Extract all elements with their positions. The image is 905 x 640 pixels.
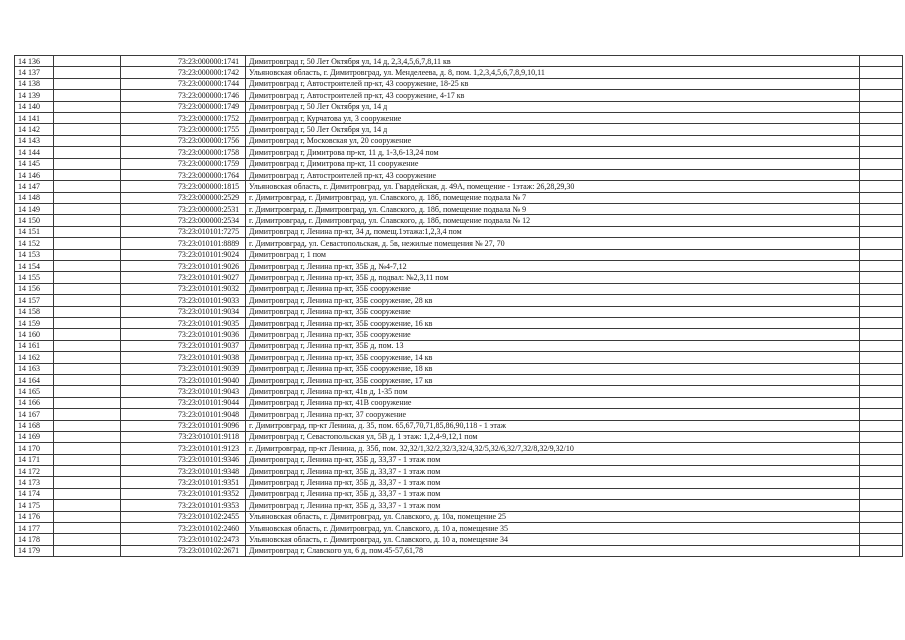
empty-cell xyxy=(54,135,121,146)
empty-cell xyxy=(860,158,903,169)
address-cell: Димитровград г, Ленина пр-кт, 35Б сооружение, 18 кв xyxy=(246,363,860,374)
address-cell: Ульяновская область, г. Димитровград, ул. Славского, д. 10 а, помещение 34 xyxy=(246,534,860,545)
cadastral-number-cell: 73:23:010102:2473 xyxy=(121,534,246,545)
cadastral-number-cell: 73:23:000000:1744 xyxy=(121,78,246,89)
row-number-cell: 14 145 xyxy=(15,158,54,169)
table-row xyxy=(15,306,903,317)
address-cell: Ульяновская область, г. Димитровград, ул. Славского, д. 10а, помещение 25 xyxy=(246,511,860,522)
address-cell: Димитровград г, Ленина пр-кт, 41в д, 1-35 пом xyxy=(246,386,860,397)
table-row xyxy=(15,409,903,420)
row-number-cell: 14 142 xyxy=(15,124,54,135)
row-number-cell: 14 173 xyxy=(15,477,54,488)
cadastral-number-cell: 73:23:010101:9353 xyxy=(121,500,246,511)
row-number-cell: 14 141 xyxy=(15,112,54,123)
empty-cell xyxy=(54,317,121,328)
table-row xyxy=(15,238,903,249)
empty-cell xyxy=(54,477,121,488)
empty-cell xyxy=(860,443,903,454)
empty-cell xyxy=(860,306,903,317)
table-row xyxy=(15,420,903,431)
empty-cell xyxy=(860,112,903,123)
address-cell: Димитровград г, Ленина пр-кт, 35Б д, 33,37 - 1 этаж пом xyxy=(246,466,860,477)
address-cell: г. Димитровград, г. Димитровград, ул. Славского, д. 18б, помещение подвала № 12 xyxy=(246,215,860,226)
row-number-cell: 14 150 xyxy=(15,215,54,226)
cadastral-number-cell: 73:23:010101:9035 xyxy=(121,317,246,328)
empty-cell xyxy=(54,192,121,203)
cadastral-number-cell: 73:23:010102:2460 xyxy=(121,523,246,534)
table-row xyxy=(15,169,903,180)
row-number-cell: 14 161 xyxy=(15,340,54,351)
row-number-cell: 14 160 xyxy=(15,329,54,340)
row-number-cell: 14 156 xyxy=(15,283,54,294)
empty-cell xyxy=(860,523,903,534)
table-row xyxy=(15,545,903,556)
empty-cell xyxy=(860,534,903,545)
cadastral-number-cell: 73:23:010101:9351 xyxy=(121,477,246,488)
table-row xyxy=(15,397,903,408)
table-row xyxy=(15,158,903,169)
table-row xyxy=(15,181,903,192)
table-row xyxy=(15,500,903,511)
empty-cell xyxy=(54,67,121,78)
empty-cell xyxy=(860,56,903,67)
cadastral-number-cell: 73:23:010101:9034 xyxy=(121,306,246,317)
address-cell: Димитровград г, Ленина пр-кт, 35Б д, №4-7,12 xyxy=(246,261,860,272)
table-row xyxy=(15,317,903,328)
table-row xyxy=(15,147,903,158)
address-cell: Ульяновская область, г. Димитровград, ул. Славского, д. 10 а, помещение 35 xyxy=(246,523,860,534)
registry-table xyxy=(14,55,903,557)
address-cell: Димитровград г, 1 пом xyxy=(246,249,860,260)
cadastral-number-cell: 73:23:010101:9123 xyxy=(121,443,246,454)
empty-cell xyxy=(54,295,121,306)
empty-cell xyxy=(860,283,903,294)
cadastral-number-cell: 73:23:010101:9352 xyxy=(121,488,246,499)
empty-cell xyxy=(54,363,121,374)
row-number-cell: 14 154 xyxy=(15,261,54,272)
empty-cell xyxy=(54,386,121,397)
cadastral-number-cell: 73:23:010101:9039 xyxy=(121,363,246,374)
empty-cell xyxy=(860,147,903,158)
empty-cell xyxy=(54,78,121,89)
empty-cell xyxy=(54,500,121,511)
table-row xyxy=(15,523,903,534)
row-number-cell: 14 172 xyxy=(15,466,54,477)
address-cell: Димитровград г, Димитрова пр-кт, 11 д, 1-3,6-13,24 пом xyxy=(246,147,860,158)
row-number-cell: 14 147 xyxy=(15,181,54,192)
cadastral-number-cell: 73:23:000000:1749 xyxy=(121,101,246,112)
empty-cell xyxy=(860,317,903,328)
empty-cell xyxy=(54,454,121,465)
row-number-cell: 14 165 xyxy=(15,386,54,397)
row-number-cell: 14 146 xyxy=(15,169,54,180)
address-cell: Димитровград г, Московская ул, 20 сооружение xyxy=(246,135,860,146)
empty-cell xyxy=(54,272,121,283)
empty-cell xyxy=(860,340,903,351)
cadastral-number-cell: 73:23:010101:8889 xyxy=(121,238,246,249)
empty-cell xyxy=(860,101,903,112)
row-number-cell: 14 149 xyxy=(15,204,54,215)
address-cell: Димитровград г, Ленина пр-кт, 41В сооружение xyxy=(246,397,860,408)
empty-cell xyxy=(860,124,903,135)
empty-cell xyxy=(860,272,903,283)
empty-cell xyxy=(860,181,903,192)
table-row xyxy=(15,261,903,272)
address-cell: Димитровград г, Ленина пр-кт, 35Б д, пом. 13 xyxy=(246,340,860,351)
table-row xyxy=(15,204,903,215)
empty-cell xyxy=(54,534,121,545)
row-number-cell: 14 171 xyxy=(15,454,54,465)
empty-cell xyxy=(54,545,121,556)
empty-cell xyxy=(860,192,903,203)
empty-cell xyxy=(54,238,121,249)
table-row xyxy=(15,295,903,306)
address-cell: г. Димитровград, ул. Севастопольская, д. 5в, нежилые помещения № 27, 70 xyxy=(246,238,860,249)
cadastral-number-cell: 73:23:000000:1741 xyxy=(121,56,246,67)
row-number-cell: 14 174 xyxy=(15,488,54,499)
empty-cell xyxy=(860,431,903,442)
empty-cell xyxy=(54,215,121,226)
table-row xyxy=(15,488,903,499)
table-row xyxy=(15,477,903,488)
table-row xyxy=(15,67,903,78)
row-number-cell: 14 139 xyxy=(15,90,54,101)
row-number-cell: 14 167 xyxy=(15,409,54,420)
empty-cell xyxy=(860,409,903,420)
empty-cell xyxy=(860,78,903,89)
address-cell: Димитровград г, Ленина пр-кт, 35Б д, подвал: №2,3,11 пом xyxy=(246,272,860,283)
address-cell: Димитровград г, Ленина пр-кт, 35Б д, 33,37 - 1 этаж пом xyxy=(246,454,860,465)
table-row xyxy=(15,363,903,374)
row-number-cell: 14 152 xyxy=(15,238,54,249)
address-cell: Димитровград г, Ленина пр-кт, 35Б сооружение xyxy=(246,283,860,294)
table-row xyxy=(15,466,903,477)
empty-cell xyxy=(860,249,903,260)
row-number-cell: 14 163 xyxy=(15,363,54,374)
cadastral-number-cell: 73:23:010102:2671 xyxy=(121,545,246,556)
empty-cell xyxy=(860,90,903,101)
table-row xyxy=(15,124,903,135)
row-number-cell: 14 176 xyxy=(15,511,54,522)
address-cell: Димитровград г, Севастопольская ул, 5В д, 1 этаж: 1,2,4-9,12,1 пом xyxy=(246,431,860,442)
table-row xyxy=(15,431,903,442)
cadastral-number-cell: 73:23:010101:9346 xyxy=(121,454,246,465)
cadastral-number-cell: 73:23:000000:2531 xyxy=(121,204,246,215)
row-number-cell: 14 155 xyxy=(15,272,54,283)
cadastral-number-cell: 73:23:000000:1815 xyxy=(121,181,246,192)
address-cell: Димитровград г, Автостроителей пр-кт, 43 сооружение, 4-17 кв xyxy=(246,90,860,101)
row-number-cell: 14 177 xyxy=(15,523,54,534)
row-number-cell: 14 144 xyxy=(15,147,54,158)
cadastral-number-cell: 73:23:000000:1764 xyxy=(121,169,246,180)
table-row xyxy=(15,112,903,123)
empty-cell xyxy=(860,169,903,180)
row-number-cell: 14 179 xyxy=(15,545,54,556)
empty-cell xyxy=(860,261,903,272)
table-row xyxy=(15,283,903,294)
row-number-cell: 14 158 xyxy=(15,306,54,317)
address-cell: г. Димитровград, г. Димитровград, ул. Славского, д. 18б, помещение подвала № 9 xyxy=(246,204,860,215)
empty-cell xyxy=(54,466,121,477)
empty-cell xyxy=(54,112,121,123)
row-number-cell: 14 153 xyxy=(15,249,54,260)
address-cell: г. Димитровград, пр-кт Ленина, д. 35, пом. 65,67,70,71,85,86,90,118 - 1 этаж xyxy=(246,420,860,431)
row-number-cell: 14 143 xyxy=(15,135,54,146)
cadastral-number-cell: 73:23:010102:2455 xyxy=(121,511,246,522)
address-cell: Димитровград г, Ленина пр-кт, 35Б сооружение, 16 кв xyxy=(246,317,860,328)
cadastral-number-cell: 73:23:010101:9348 xyxy=(121,466,246,477)
empty-cell xyxy=(54,124,121,135)
empty-cell xyxy=(54,169,121,180)
empty-cell xyxy=(860,511,903,522)
empty-cell xyxy=(860,420,903,431)
empty-cell xyxy=(54,204,121,215)
empty-cell xyxy=(860,545,903,556)
empty-cell xyxy=(54,283,121,294)
row-number-cell: 14 164 xyxy=(15,374,54,385)
row-number-cell: 14 157 xyxy=(15,295,54,306)
cadastral-number-cell: 73:23:010101:9024 xyxy=(121,249,246,260)
cadastral-number-cell: 73:23:000000:1755 xyxy=(121,124,246,135)
address-cell: Димитровград г, Автостроителей пр-кт, 43 сооружение xyxy=(246,169,860,180)
row-number-cell: 14 136 xyxy=(15,56,54,67)
table-row xyxy=(15,101,903,112)
cadastral-number-cell: 73:23:010101:9096 xyxy=(121,420,246,431)
table-row xyxy=(15,135,903,146)
row-number-cell: 14 138 xyxy=(15,78,54,89)
empty-cell xyxy=(54,488,121,499)
cadastral-number-cell: 73:23:010101:9118 xyxy=(121,431,246,442)
empty-cell xyxy=(54,261,121,272)
cadastral-number-cell: 73:23:010101:9033 xyxy=(121,295,246,306)
row-number-cell: 14 140 xyxy=(15,101,54,112)
row-number-cell: 14 151 xyxy=(15,226,54,237)
address-cell: Димитровград г, Ленина пр-кт, 35Б д, 33,37 - 1 этаж пом xyxy=(246,488,860,499)
table-row xyxy=(15,215,903,226)
row-number-cell: 14 148 xyxy=(15,192,54,203)
cadastral-number-cell: 73:23:000000:1756 xyxy=(121,135,246,146)
table-row xyxy=(15,340,903,351)
empty-cell xyxy=(860,500,903,511)
row-number-cell: 14 175 xyxy=(15,500,54,511)
table-row xyxy=(15,443,903,454)
cadastral-number-cell: 73:23:010101:9044 xyxy=(121,397,246,408)
address-cell: Димитровград г, Ленина пр-кт, 37 сооружение xyxy=(246,409,860,420)
empty-cell xyxy=(54,374,121,385)
empty-cell xyxy=(860,488,903,499)
empty-cell xyxy=(54,249,121,260)
table-row xyxy=(15,511,903,522)
row-number-cell: 14 137 xyxy=(15,67,54,78)
empty-cell xyxy=(860,363,903,374)
address-cell: Ульяновская область, г. Димитровград, ул. Менделеева, д. 8, пом. 1,2,3,4,5,6,7,8,9,10,11 xyxy=(246,67,860,78)
table-row xyxy=(15,352,903,363)
empty-cell xyxy=(860,477,903,488)
empty-cell xyxy=(54,352,121,363)
cadastral-number-cell: 73:23:000000:2529 xyxy=(121,192,246,203)
empty-cell xyxy=(860,238,903,249)
table-row xyxy=(15,78,903,89)
empty-cell xyxy=(860,329,903,340)
address-cell: Димитровград г, Автостроителей пр-кт, 43 сооружение, 18-25 кв xyxy=(246,78,860,89)
empty-cell xyxy=(54,523,121,534)
cadastral-number-cell: 73:23:010101:9026 xyxy=(121,261,246,272)
cadastral-number-cell: 73:23:010101:9048 xyxy=(121,409,246,420)
address-cell: Димитровград г, Ленина пр-кт, 35Б сооружение, 17 кв xyxy=(246,374,860,385)
empty-cell xyxy=(860,352,903,363)
cadastral-number-cell: 73:23:000000:2534 xyxy=(121,215,246,226)
address-cell: Димитровград г, 50 Лет Октября ул, 14 д, 2,3,4,5,6,7,8,11 кв xyxy=(246,56,860,67)
cadastral-number-cell: 73:23:010101:7275 xyxy=(121,226,246,237)
empty-cell xyxy=(54,443,121,454)
cadastral-number-cell: 73:23:000000:1742 xyxy=(121,67,246,78)
empty-cell xyxy=(54,420,121,431)
address-cell: Димитровград г, Димитрова пр-кт, 11 сооружение xyxy=(246,158,860,169)
table-row xyxy=(15,454,903,465)
table-row xyxy=(15,272,903,283)
row-number-cell: 14 166 xyxy=(15,397,54,408)
empty-cell xyxy=(860,295,903,306)
table-row xyxy=(15,249,903,260)
empty-cell xyxy=(54,306,121,317)
table-row xyxy=(15,56,903,67)
address-cell: Димитровград г, Ленина пр-кт, 35Б сооружение xyxy=(246,306,860,317)
table-row xyxy=(15,192,903,203)
empty-cell xyxy=(54,226,121,237)
empty-cell xyxy=(860,135,903,146)
cadastral-number-cell: 73:23:010101:9038 xyxy=(121,352,246,363)
empty-cell xyxy=(860,386,903,397)
address-cell: Димитровград г, Ленина пр-кт, 35Б сооружение xyxy=(246,329,860,340)
table-row xyxy=(15,374,903,385)
cadastral-number-cell: 73:23:010101:9027 xyxy=(121,272,246,283)
empty-cell xyxy=(54,409,121,420)
address-cell: Димитровград г, Славского ул, 6 д, пом.45-57,61,78 xyxy=(246,545,860,556)
cadastral-number-cell: 73:23:000000:1758 xyxy=(121,147,246,158)
registry-table-body xyxy=(15,56,903,557)
empty-cell xyxy=(54,56,121,67)
empty-cell xyxy=(54,329,121,340)
row-number-cell: 14 178 xyxy=(15,534,54,545)
address-cell: г. Димитровград, г. Димитровград, ул. Славского, д. 18б, помещение подвала № 7 xyxy=(246,192,860,203)
empty-cell xyxy=(54,158,121,169)
address-cell: Димитровград г, Курчатова ул, 3 сооружение xyxy=(246,112,860,123)
empty-cell xyxy=(54,340,121,351)
cadastral-number-cell: 73:23:010101:9037 xyxy=(121,340,246,351)
empty-cell xyxy=(860,397,903,408)
address-cell: Димитровград г, 50 Лет Октября ул, 14 д xyxy=(246,124,860,135)
empty-cell xyxy=(860,454,903,465)
row-number-cell: 14 169 xyxy=(15,431,54,442)
cadastral-number-cell: 73:23:010101:9036 xyxy=(121,329,246,340)
empty-cell xyxy=(54,90,121,101)
empty-cell xyxy=(54,431,121,442)
address-cell: Димитровград г, Ленина пр-кт, 35Б сооружение, 14 кв xyxy=(246,352,860,363)
empty-cell xyxy=(860,226,903,237)
empty-cell xyxy=(54,181,121,192)
address-cell: Димитровград г, Ленина пр-кт, 35Б д, 33,37 - 1 этаж пом xyxy=(246,477,860,488)
empty-cell xyxy=(860,204,903,215)
empty-cell xyxy=(54,147,121,158)
empty-cell xyxy=(54,101,121,112)
empty-cell xyxy=(54,397,121,408)
cadastral-number-cell: 73:23:010101:9032 xyxy=(121,283,246,294)
cadastral-number-cell: 73:23:010101:9043 xyxy=(121,386,246,397)
row-number-cell: 14 162 xyxy=(15,352,54,363)
cadastral-number-cell: 73:23:000000:1752 xyxy=(121,112,246,123)
address-cell: Димитровград г, Ленина пр-кт, 35Б д, 33,37 - 1 этаж пом xyxy=(246,500,860,511)
table-row xyxy=(15,386,903,397)
address-cell: г. Димитровград, пр-кт Ленина, д. 35б, пом. 32,32/1,32/2,32/3,32/4,32/5,32/6,32/7,32/8,32/9,32/10 xyxy=(246,443,860,454)
empty-cell xyxy=(860,215,903,226)
cadastral-number-cell: 73:23:000000:1759 xyxy=(121,158,246,169)
table-row xyxy=(15,226,903,237)
cadastral-number-cell: 73:23:010101:9040 xyxy=(121,374,246,385)
row-number-cell: 14 168 xyxy=(15,420,54,431)
address-cell: Димитровград г, Ленина пр-кт, 35Б сооружение, 28 кв xyxy=(246,295,860,306)
table-row xyxy=(15,329,903,340)
empty-cell xyxy=(860,466,903,477)
table-row xyxy=(15,90,903,101)
empty-cell xyxy=(54,511,121,522)
cadastral-number-cell: 73:23:000000:1746 xyxy=(121,90,246,101)
address-cell: Димитровград г, 50 Лет Октября ул, 14 д xyxy=(246,101,860,112)
row-number-cell: 14 170 xyxy=(15,443,54,454)
row-number-cell: 14 159 xyxy=(15,317,54,328)
address-cell: Ульяновская область, г. Димитровград, ул. Гвардейская, д. 49А, помещение - 1этаж: 26,28,29,30 xyxy=(246,181,860,192)
address-cell: Димитровград г, Ленина пр-кт, 34 д, помещ.1этажа:1,2,3,4 пом xyxy=(246,226,860,237)
empty-cell xyxy=(860,67,903,78)
table-row xyxy=(15,534,903,545)
empty-cell xyxy=(860,374,903,385)
